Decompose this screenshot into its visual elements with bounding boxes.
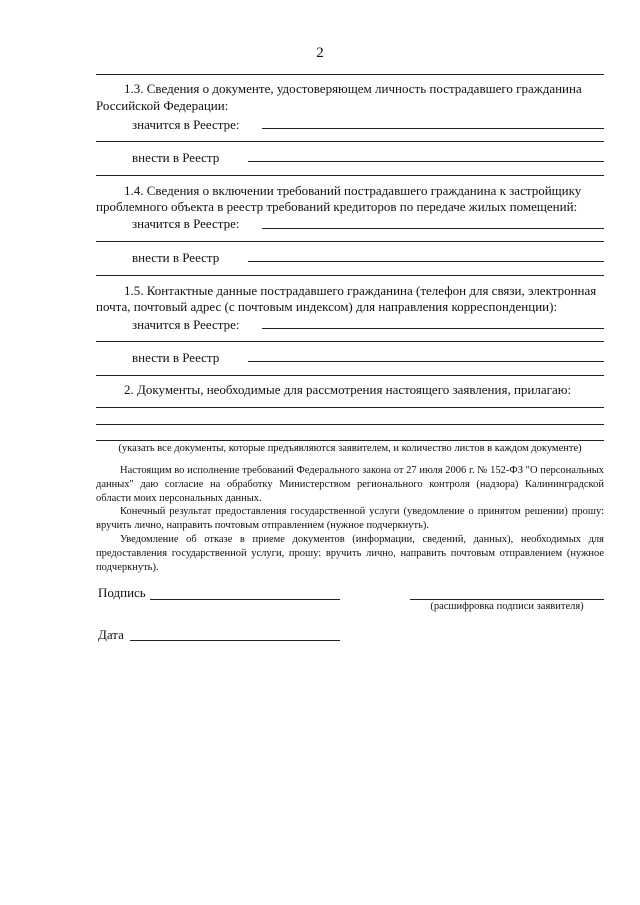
- section-1-4-new-field-extra[interactable]: [96, 275, 604, 276]
- section-1-4-current-field[interactable]: [262, 228, 604, 229]
- documents-field-line-3[interactable]: [96, 440, 604, 441]
- section-1-4-heading-line2: проблемного объекта в реестр требований кредиторов по передаче жилых помещений:: [96, 199, 578, 214]
- page-number: 2: [316, 45, 324, 61]
- section-1-3-current-label: значится в Реестре:: [132, 117, 240, 132]
- section-1-3-current-field[interactable]: [262, 128, 604, 129]
- documents-field-line-1[interactable]: [96, 407, 604, 408]
- section-1-3-new-label: внести в Реестр: [132, 150, 220, 165]
- section-1-4-current-label: значится в Реестре:: [132, 216, 240, 231]
- section-1-3-current-field-extra[interactable]: [96, 141, 604, 142]
- signature-label: Подпись: [98, 585, 146, 600]
- section-1-5-current-field[interactable]: [262, 328, 604, 329]
- section-1-5-current-field-extra[interactable]: [96, 341, 604, 342]
- documents-field-line-2[interactable]: [96, 424, 604, 425]
- refusal-notice-paragraph: Уведомление об отказе в приеме документов (информации, сведений, данных), необходимых для предоставления государственной услуги, прошу: вручить лично, направить почтовым отправлением (нужное подчеркнуть).: [96, 534, 604, 573]
- documents-hint: (указать все документы, которые предъявляются заявителем, и количество листов в каждом документе): [118, 443, 582, 454]
- section-1-4-new-field[interactable]: [248, 261, 604, 262]
- date-field[interactable]: [130, 640, 340, 641]
- section-2-heading: 2. Документы, необходимые для рассмотрения настоящего заявления, прилагаю:: [124, 382, 572, 397]
- section-1-3-new-field-extra[interactable]: [96, 175, 604, 176]
- section-1-5-new-field-extra[interactable]: [96, 375, 604, 376]
- section-1-4-heading-line1: 1.4. Сведения о включении требований пострадавшего гражданина к застройщику: [124, 183, 582, 198]
- result-delivery-paragraph: Конечный результат предоставления государственной услуги (уведомление о принятом решении) прошу: вручить лично, направить почтовым отправлением (нужное подчеркнуть).: [96, 506, 604, 531]
- consent-paragraph: Настоящим во исполнение требований Федерального закона от 27 июля 2006 г. № 152-ФЗ "О персональных данных" даю согласие на обработку Министерством регионального контроля (надзора) Калининградской области моих персональных данных.: [96, 465, 604, 504]
- section-1-4-current-field-extra[interactable]: [96, 241, 604, 242]
- top-rule: [96, 74, 604, 75]
- section-1-5-heading-line1: 1.5. Контактные данные пострадавшего гражданина (телефон для связи, электронная: [124, 283, 597, 298]
- section-1-3-new-field[interactable]: [248, 161, 604, 162]
- section-1-5-new-field[interactable]: [248, 361, 604, 362]
- date-label: Дата: [98, 627, 124, 642]
- section-1-5-heading-line2: почта, почтовый адрес (с почтовым индексом) для направления корреспонденции):: [96, 299, 558, 314]
- section-1-3-heading-line1: 1.3. Сведения о документе, удостоверяющем личность пострадавшего гражданина: [124, 81, 582, 96]
- section-1-5-current-label: значится в Реестре:: [132, 317, 240, 332]
- section-1-4-new-label: внести в Реестр: [132, 250, 220, 265]
- section-1-3-heading-line2: Российской Федерации:: [96, 98, 229, 113]
- section-1-5-new-label: внести в Реестр: [132, 350, 220, 365]
- signature-decode-hint: (расшифровка подписи заявителя): [430, 601, 584, 612]
- signature-field[interactable]: [150, 599, 340, 600]
